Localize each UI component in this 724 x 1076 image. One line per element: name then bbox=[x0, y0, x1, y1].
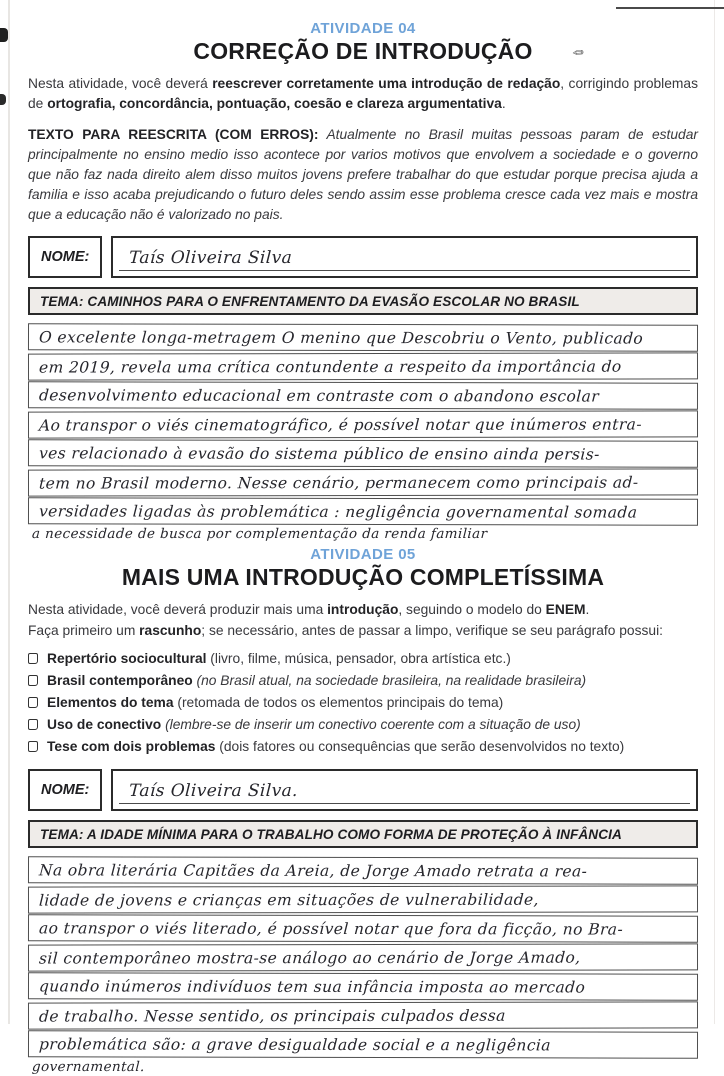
instruction-line bbox=[28, 621, 698, 642]
instruction-text: . bbox=[501, 96, 506, 111]
handwritten-name: Taís Oliveira Silva bbox=[128, 248, 294, 268]
checklist-item-rest: (retomada de todos os elementos principais do tema) bbox=[173, 695, 504, 711]
instruction-text-bold: introdução bbox=[327, 602, 399, 617]
activity04-title bbox=[28, 38, 698, 65]
activity05-title-text: MAIS UMA INTRODUÇÃO COMPLETÍSSIMA bbox=[121, 564, 605, 590]
checklist-item-rest: (lembre-se de inserir um conectivo coerente com a situação de uso) bbox=[161, 717, 581, 733]
ruled-line bbox=[28, 352, 698, 380]
name-field-row-activity05 bbox=[28, 769, 698, 811]
checklist-item-text bbox=[47, 715, 581, 736]
checkbox-icon bbox=[28, 741, 38, 752]
handwritten-text: desenvolvimento educacional em contraste com o abandono escolar bbox=[38, 386, 600, 406]
pen-doodle-icon: ✎ bbox=[568, 43, 588, 62]
ruled-line bbox=[28, 973, 698, 1001]
checkbox-icon bbox=[28, 719, 38, 730]
ruled-line bbox=[28, 1031, 698, 1059]
handwritten-overflow-text: a necessidade de busca por complementação da renda familiar bbox=[31, 526, 488, 542]
handwritten-text: problemática são: a grave desigualdade social e a negligência bbox=[38, 1035, 552, 1055]
handwritten-overflow-text: governamental. bbox=[31, 1059, 146, 1076]
handwritten-text: de trabalho. Nesse sentido, os principais culpados dessa bbox=[38, 1006, 507, 1026]
checklist-item bbox=[28, 715, 698, 736]
ruled-line bbox=[28, 915, 698, 943]
ruled-line bbox=[28, 886, 698, 914]
checklist-item-bold: Uso de conectivo bbox=[47, 717, 162, 733]
instruction-text: Nesta atividade, você deverá bbox=[28, 76, 213, 91]
scan-edge-artifact bbox=[8, 0, 10, 1024]
ruled-line bbox=[28, 1002, 698, 1030]
name-input-box bbox=[111, 236, 698, 278]
checklist-item-rest: (dois fatores ou consequências que serão desenvolvidos no texto) bbox=[215, 739, 625, 755]
requirements-checklist bbox=[28, 649, 698, 758]
theme-bar-activity05: TEMA: A IDADE MÍNIMA PARA O TRABALHO COMO FORMA DE PROTEÇÃO À INFÂNCIA bbox=[28, 820, 698, 848]
ruled-line bbox=[28, 410, 698, 438]
handwritten-name: Taís Oliveira Silva. bbox=[128, 781, 299, 802]
activity05-section bbox=[28, 546, 698, 1076]
instruction-line bbox=[28, 600, 698, 621]
name-baseline-rule bbox=[119, 270, 690, 271]
checkbox-icon bbox=[28, 653, 38, 664]
activity05-instructions bbox=[28, 600, 698, 641]
handwritten-text: sil contemporâneo mostra-se análogo ao cenário de Jorge Amado, bbox=[38, 948, 582, 968]
name-label: NOME: bbox=[28, 769, 102, 811]
handwritten-text: quando inúmeros indivíduos tem sua infância imposta ao mercado bbox=[38, 977, 586, 997]
ruled-line bbox=[28, 944, 698, 972]
instruction-text-bold: ENEM bbox=[545, 602, 586, 617]
checklist-item-rest: (livro, filme, música, pensador, obra artística etc.) bbox=[206, 651, 511, 667]
ruled-line bbox=[28, 857, 698, 885]
instruction-text: ; se necessário, antes de passar a limpo, verifique se seu parágrafo possui: bbox=[201, 622, 663, 638]
name-field-row-activity04 bbox=[28, 236, 698, 278]
ruled-line bbox=[28, 439, 698, 467]
ruled-line bbox=[28, 497, 698, 525]
handwritten-text: versidades ligadas às problemática : negligência governamental somada bbox=[38, 502, 638, 522]
rewrite-text-block bbox=[28, 125, 698, 225]
name-input-box bbox=[111, 769, 698, 811]
handwritten-text: lidade de jovens e crianças em situações de vulnerabilidade, bbox=[38, 890, 540, 910]
activity05-title bbox=[28, 564, 698, 591]
name-label: NOME: bbox=[28, 236, 102, 278]
activity04-instructions bbox=[28, 74, 698, 114]
scan-smudge bbox=[0, 94, 6, 105]
handwritten-text: ves relacionado à evasão do sistema público de ensino ainda persis- bbox=[38, 444, 601, 464]
checklist-item-text bbox=[47, 737, 624, 758]
instruction-text: , seguindo o modelo do bbox=[398, 602, 546, 617]
checklist-item bbox=[28, 693, 698, 714]
rewrite-label: TEXTO PARA REESCRITA (COM ERROS): bbox=[28, 127, 319, 142]
checklist-item bbox=[28, 737, 698, 758]
handwritten-text: em 2019, revela uma crítica contundente a respeito da importância do bbox=[38, 357, 623, 377]
handwritten-text: Na obra literária Capitães da Areia, de Jorge Amado retrata a rea- bbox=[38, 861, 588, 881]
checkbox-icon bbox=[28, 675, 38, 686]
instruction-text: . bbox=[585, 602, 590, 617]
instruction-text: Nesta atividade, você deverá produzir mais uma bbox=[28, 602, 328, 617]
scan-edge-artifact bbox=[714, 0, 715, 1024]
checklist-item-text bbox=[47, 649, 511, 670]
checklist-item bbox=[28, 671, 698, 692]
rewrite-error-text: Atualmente no Brasil muitas pessoas param de estudar principalmente no ensino medio isso acontece por varios motivos que envolvem a sociedade e o governo que não faz nada direito alem disso muitos jovens prefere trabalhar do que estudar porque precisa ajuda a familia e isso acaba prejudicando o futuro deles sendo assim esse problema cresce cada vez mais e mostra que a educação não é valorizado no pais. bbox=[28, 127, 699, 222]
scan-smudge bbox=[0, 28, 8, 42]
checklist-item-bold: Tese com dois problemas bbox=[47, 739, 216, 755]
ruled-line bbox=[28, 468, 698, 496]
checklist-item-bold: Elementos do tema bbox=[47, 695, 174, 711]
instruction-text: Faça primeiro um bbox=[28, 622, 140, 638]
scan-edge-artifact bbox=[616, 7, 724, 9]
handwritten-text: O excelente longa-metragem O menino que Descobriu o Vento, publicado bbox=[38, 328, 644, 348]
ruled-line bbox=[28, 323, 698, 351]
handwritten-text: tem no Brasil moderno. Nesse cenário, permanecem como principais ad- bbox=[38, 473, 639, 493]
handwritten-text: ao transpor o viés literado, é possível notar que fora da ficção, no Bra- bbox=[38, 919, 624, 939]
checklist-item-bold: Brasil contemporâneo bbox=[47, 673, 193, 689]
checklist-item-text bbox=[47, 671, 586, 692]
answer-area-activity04 bbox=[28, 324, 698, 543]
ruled-line bbox=[28, 381, 698, 409]
checklist-item-rest: (no Brasil atual, na sociedade brasileira, na realidade brasileira) bbox=[192, 673, 587, 689]
activity05-badge: ATIVIDADE 05 bbox=[310, 546, 416, 563]
answer-area-activity05 bbox=[28, 857, 698, 1076]
instruction-text-bold: reescrever corretamente uma introdução de redação bbox=[212, 76, 561, 91]
name-baseline-rule bbox=[119, 803, 690, 804]
checklist-item-text bbox=[47, 693, 503, 714]
handwritten-text: Ao transpor o viés cinematográfico, é possível notar que inúmeros entra- bbox=[38, 415, 643, 435]
activity04-badge: ATIVIDADE 04 bbox=[310, 20, 416, 37]
activity04-title-text: CORREÇÃO DE INTRODUÇÃO bbox=[193, 38, 533, 64]
checklist-item bbox=[28, 649, 698, 670]
checklist-item-bold: Repertório sociocultural bbox=[47, 651, 207, 667]
instruction-text-bold: ortografia, concordância, pontuação, coesão e clareza argumentativa bbox=[47, 96, 502, 111]
instruction-text-bold: rascunho bbox=[139, 622, 202, 638]
instruction-text: , corrigindo problemas de bbox=[28, 76, 698, 111]
checkbox-icon bbox=[28, 697, 38, 708]
theme-bar-activity04: TEMA: CAMINHOS PARA O ENFRENTAMENTO DA EVASÃO ESCOLAR NO BRASIL bbox=[28, 287, 698, 315]
